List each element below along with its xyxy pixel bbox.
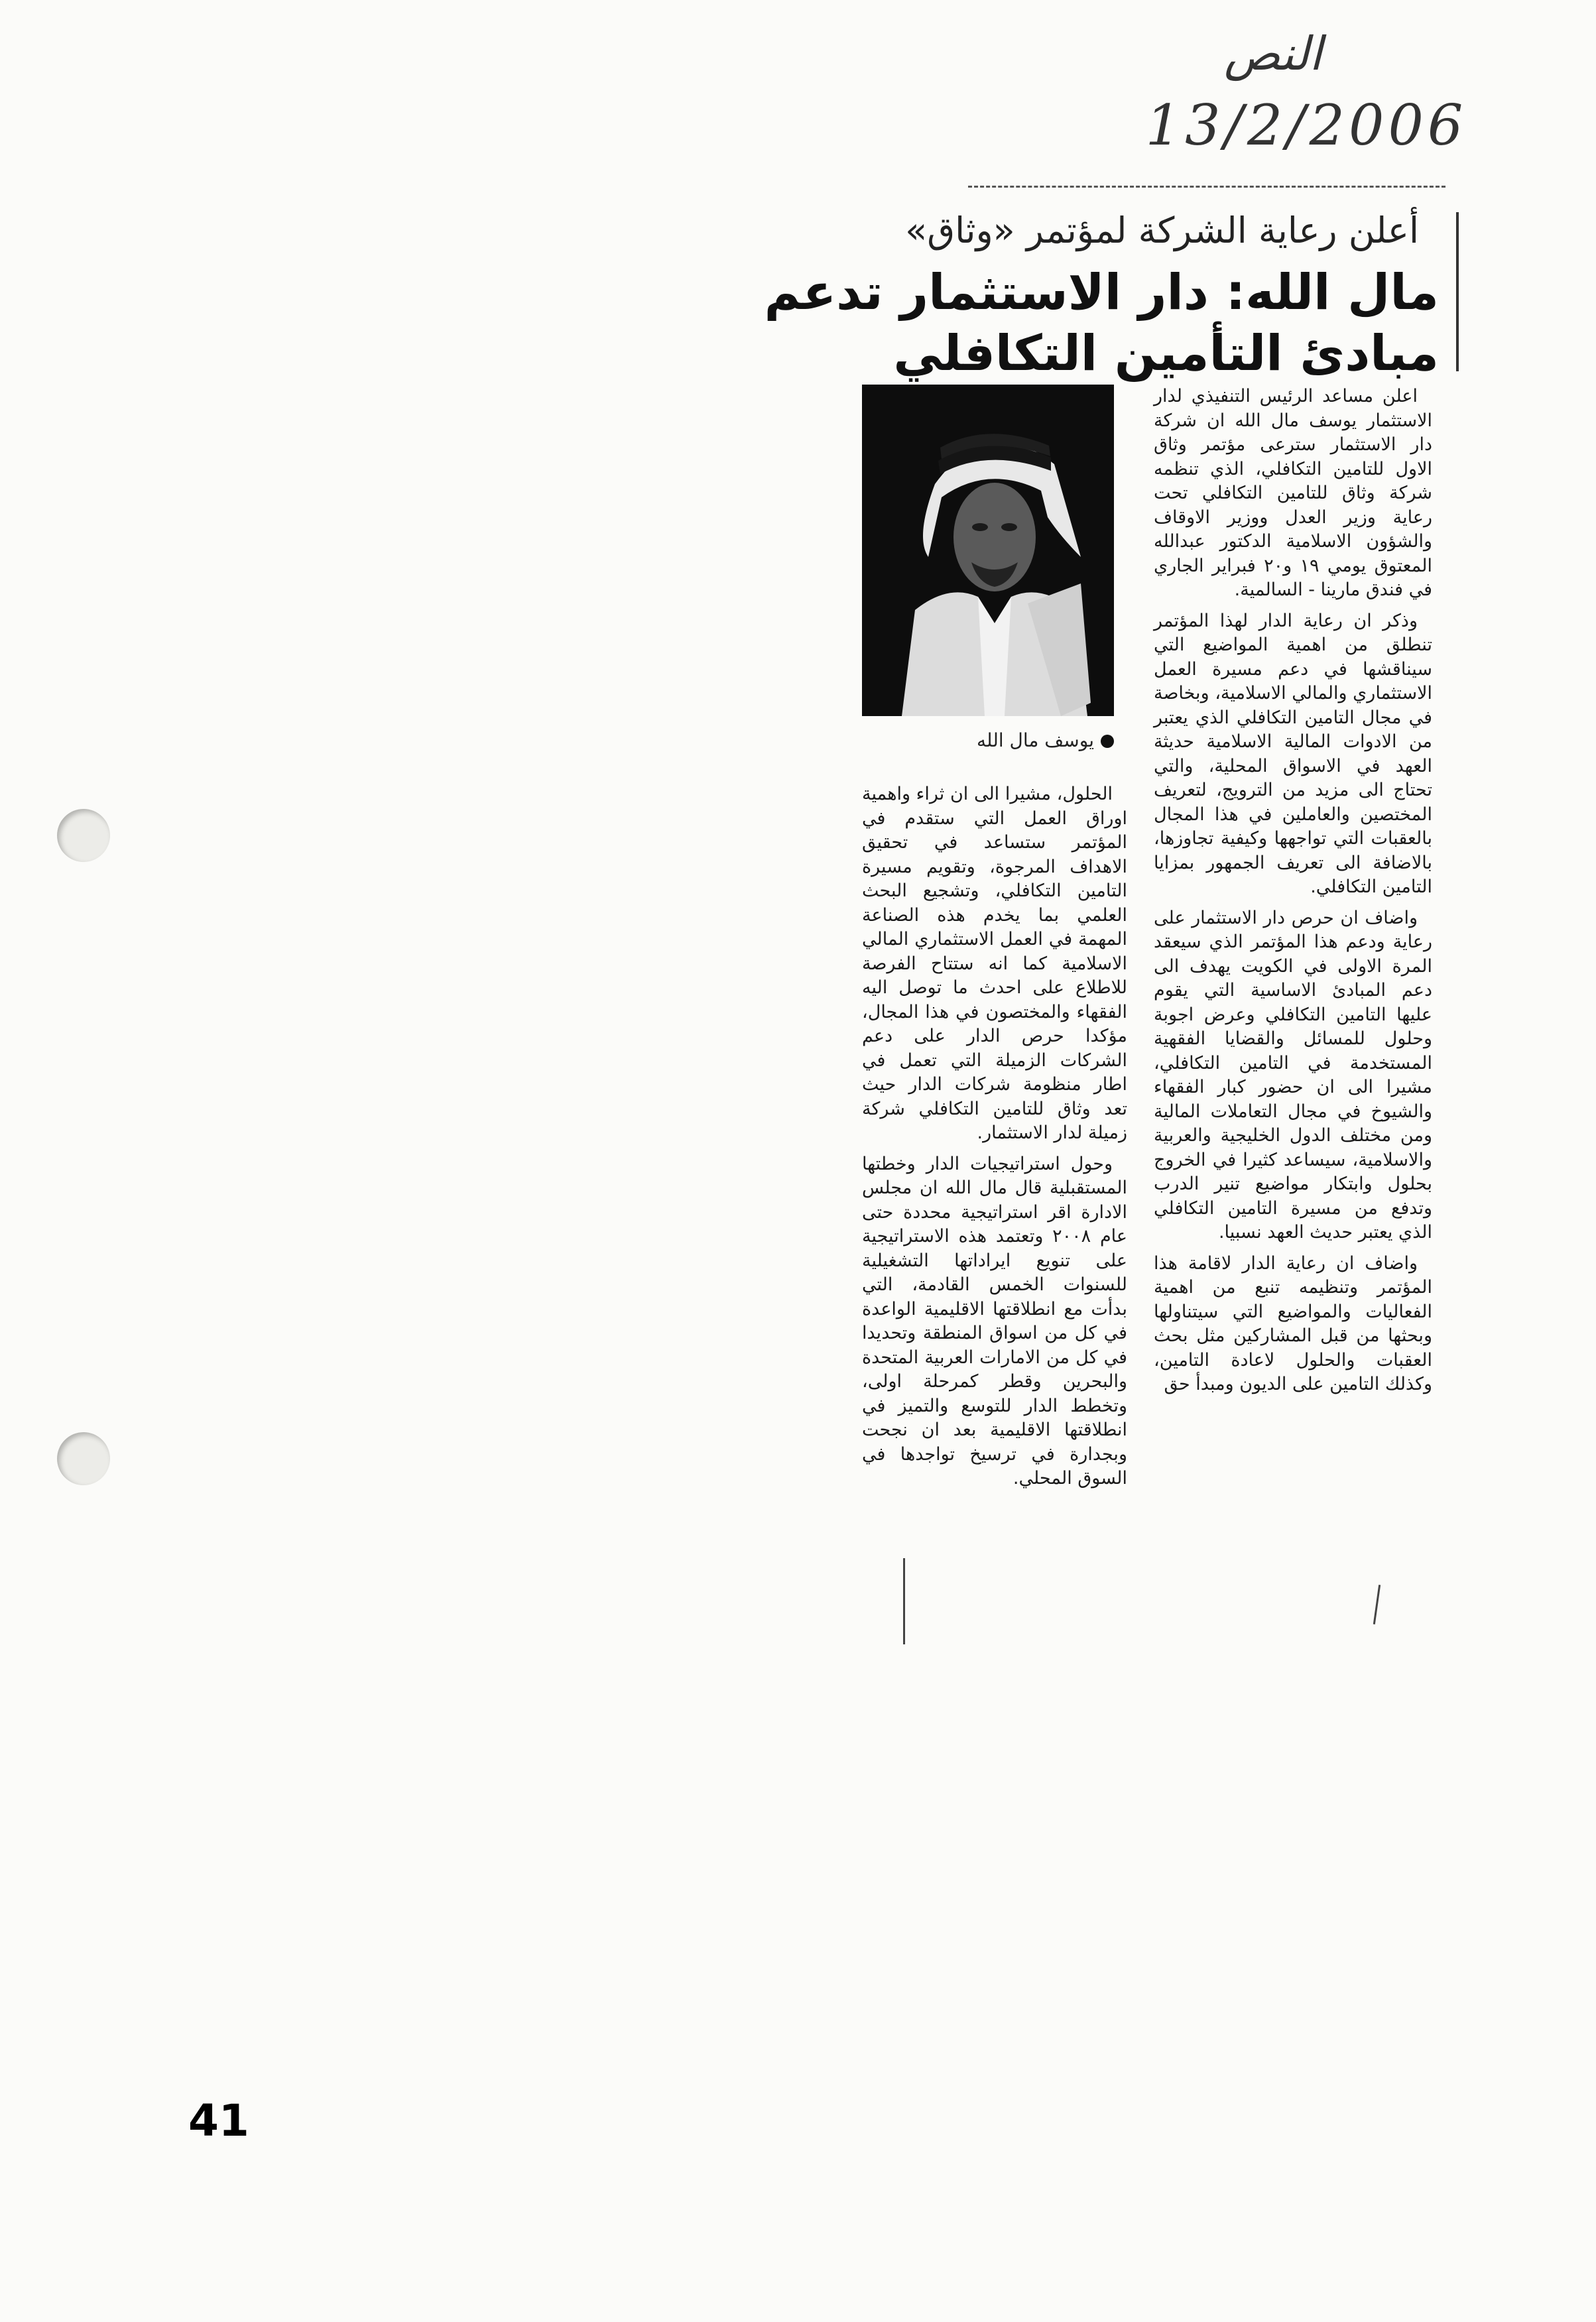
clipping-cut-edge [968,186,1445,188]
bullet-icon [1101,735,1114,748]
portrait-image [862,385,1114,716]
article-headline-line-2: مبادئ التأمين التكافلي [893,325,1439,382]
article-paragraph: واضاف ان حرص دار الاستثمار على رعاية ودعم هذا المؤتمر الذي سيعقد المرة الاولى في الكويت يهدف الى دعم المبادئ الاساسية التي يقوم عليها التامين التكافلي وعرض اجوبة وحلول للمسائل والقضايا الفقهية المستخدمة في التامين التكافلي، مشيرا الى ان حضور كبار الفقهاء والشيوخ في مجال التعاملات المالية ومن مختلف الدول الخليجية والعربية والاسلامية، سيساعد كثيرا في الخروج بحلول وابتكار مواضيع تنير الدرب وتدفع من مسيرة التامين التكافلي الذي يعتبر حديث العهد نسبيا. [1154,907,1432,1243]
page-number: 41 [188,2095,249,2146]
handwritten-date: 13/2/2006 [1145,93,1467,158]
article-paragraph: وذكر ان رعاية الدار لهذا المؤتمر تنطلق من اهمية المواضيع التي سيناقشها في دعم مسيرة العمل الاستثماري والمالي الاسلامية، وبخاصة في مجال التامين التكافلي الذي يعتبر من الادوات المالية الاسلامية حديثة العهد في الاسواق المحلية، والتي تحتاج الى مزيد من الترويج، لتعريف المختصين والعاملين في هذا المجال بالعقبات التي تواجهها وكيفية تجاوزها، بالاضافة الى تعريف الجمهور بمزايا التامين التكافلي. [1154,610,1432,897]
article-column-left [862,782,1127,1498]
clipping-side-rule [1456,212,1459,371]
pen-mark [903,1558,905,1644]
article-paragraph: واضاف ان رعاية الدار لاقامة هذا المؤتمر وتنظيمه تنبع من اهمية الفعاليات والمواضيع التي سيتناولها وبحثها من قبل المشاركين مثل بحث العقبات والحلول لاعادة التامين، وكذلك التامين على الديون ومبدأ حق [1154,1253,1432,1394]
article-kicker: أعلن رعاية الشركة لمؤتمر «وثاق» [905,210,1419,251]
newspaper-clipping [764,186,1459,1552]
punch-hole [57,1432,110,1485]
photo-caption-text: يوسف مال الله [977,729,1094,751]
article-paragraph: اعلن مساعد الرئيس التنفيذي لدار الاستثمار يوسف مال الله ان شركة دار الاستثمار سترعى مؤتمر وثاق الاول للتامين التكافلي، الذي تنظمه شركة وثاق للتامين التكافلي تحت رعاية وزير العدل ووزير الاوقاف والشؤون الاسلامية الدكتور عبدالله المعتوق يومي ١٩ و٢٠ فبراير الجاري في فندق مارينا - السالمية. [1154,386,1432,600]
article-paragraph: وحول استراتيجيات الدار وخطتها المستقبلية قال مال الله ان مجلس الادارة اقر استراتيجية محددة حتى عام ٢٠٠٨ وتعتمد هذه الاستراتيجية على تنويع ايراداتها التشغيلية للسنوات الخمس القادمة، التي بدأت مع انطلاقتها الاقليمية الواعدة في كل من اسواق المنطقة وتحديدا في كل من الامارات العربية المتحدة والبحرين وقطر كمرحلة اولى، وتخطط الدار للتوسع والتميز في انطلاقتها الاقليمية بعد ان نجحت وبجدارة في ترسيخ تواجدها في السوق المحلي. [862,1153,1127,1489]
article-column-right [1154,385,1432,1404]
pen-mark [1373,1585,1381,1624]
article-paragraph: الحلول، مشيرا الى ان ثراء واهمية اوراق العمل التي ستقدم في المؤتمر ستساعد في تحقيق الاهداف المرجوة، وتقويم مسيرة التامين التكافلي، وتشجيع البحث العلمي بما يخدم هذه الصناعة المهمة في العمل الاستثماري المالي الاسلامية كما انه ستتاح الفرصة للاطلاع على احدث ما توصل اليه الفقهاء والمختصون في هذا المجال، مؤكدا حرص الدار على دعم الشركات الزميلة التي تعمل في اطار منظومة شركات الدار حيث تعد وثاق للتامين التكافلي شركة زميلة لدار الاستثمار. [862,784,1127,1143]
article-headline-line-1: مال الله: دار الاستثمار تدعم [764,264,1439,321]
photo-caption [862,729,1114,751]
portrait-photo [862,385,1114,716]
punch-hole [57,809,110,862]
handwritten-source-note: النص [1224,27,1322,81]
